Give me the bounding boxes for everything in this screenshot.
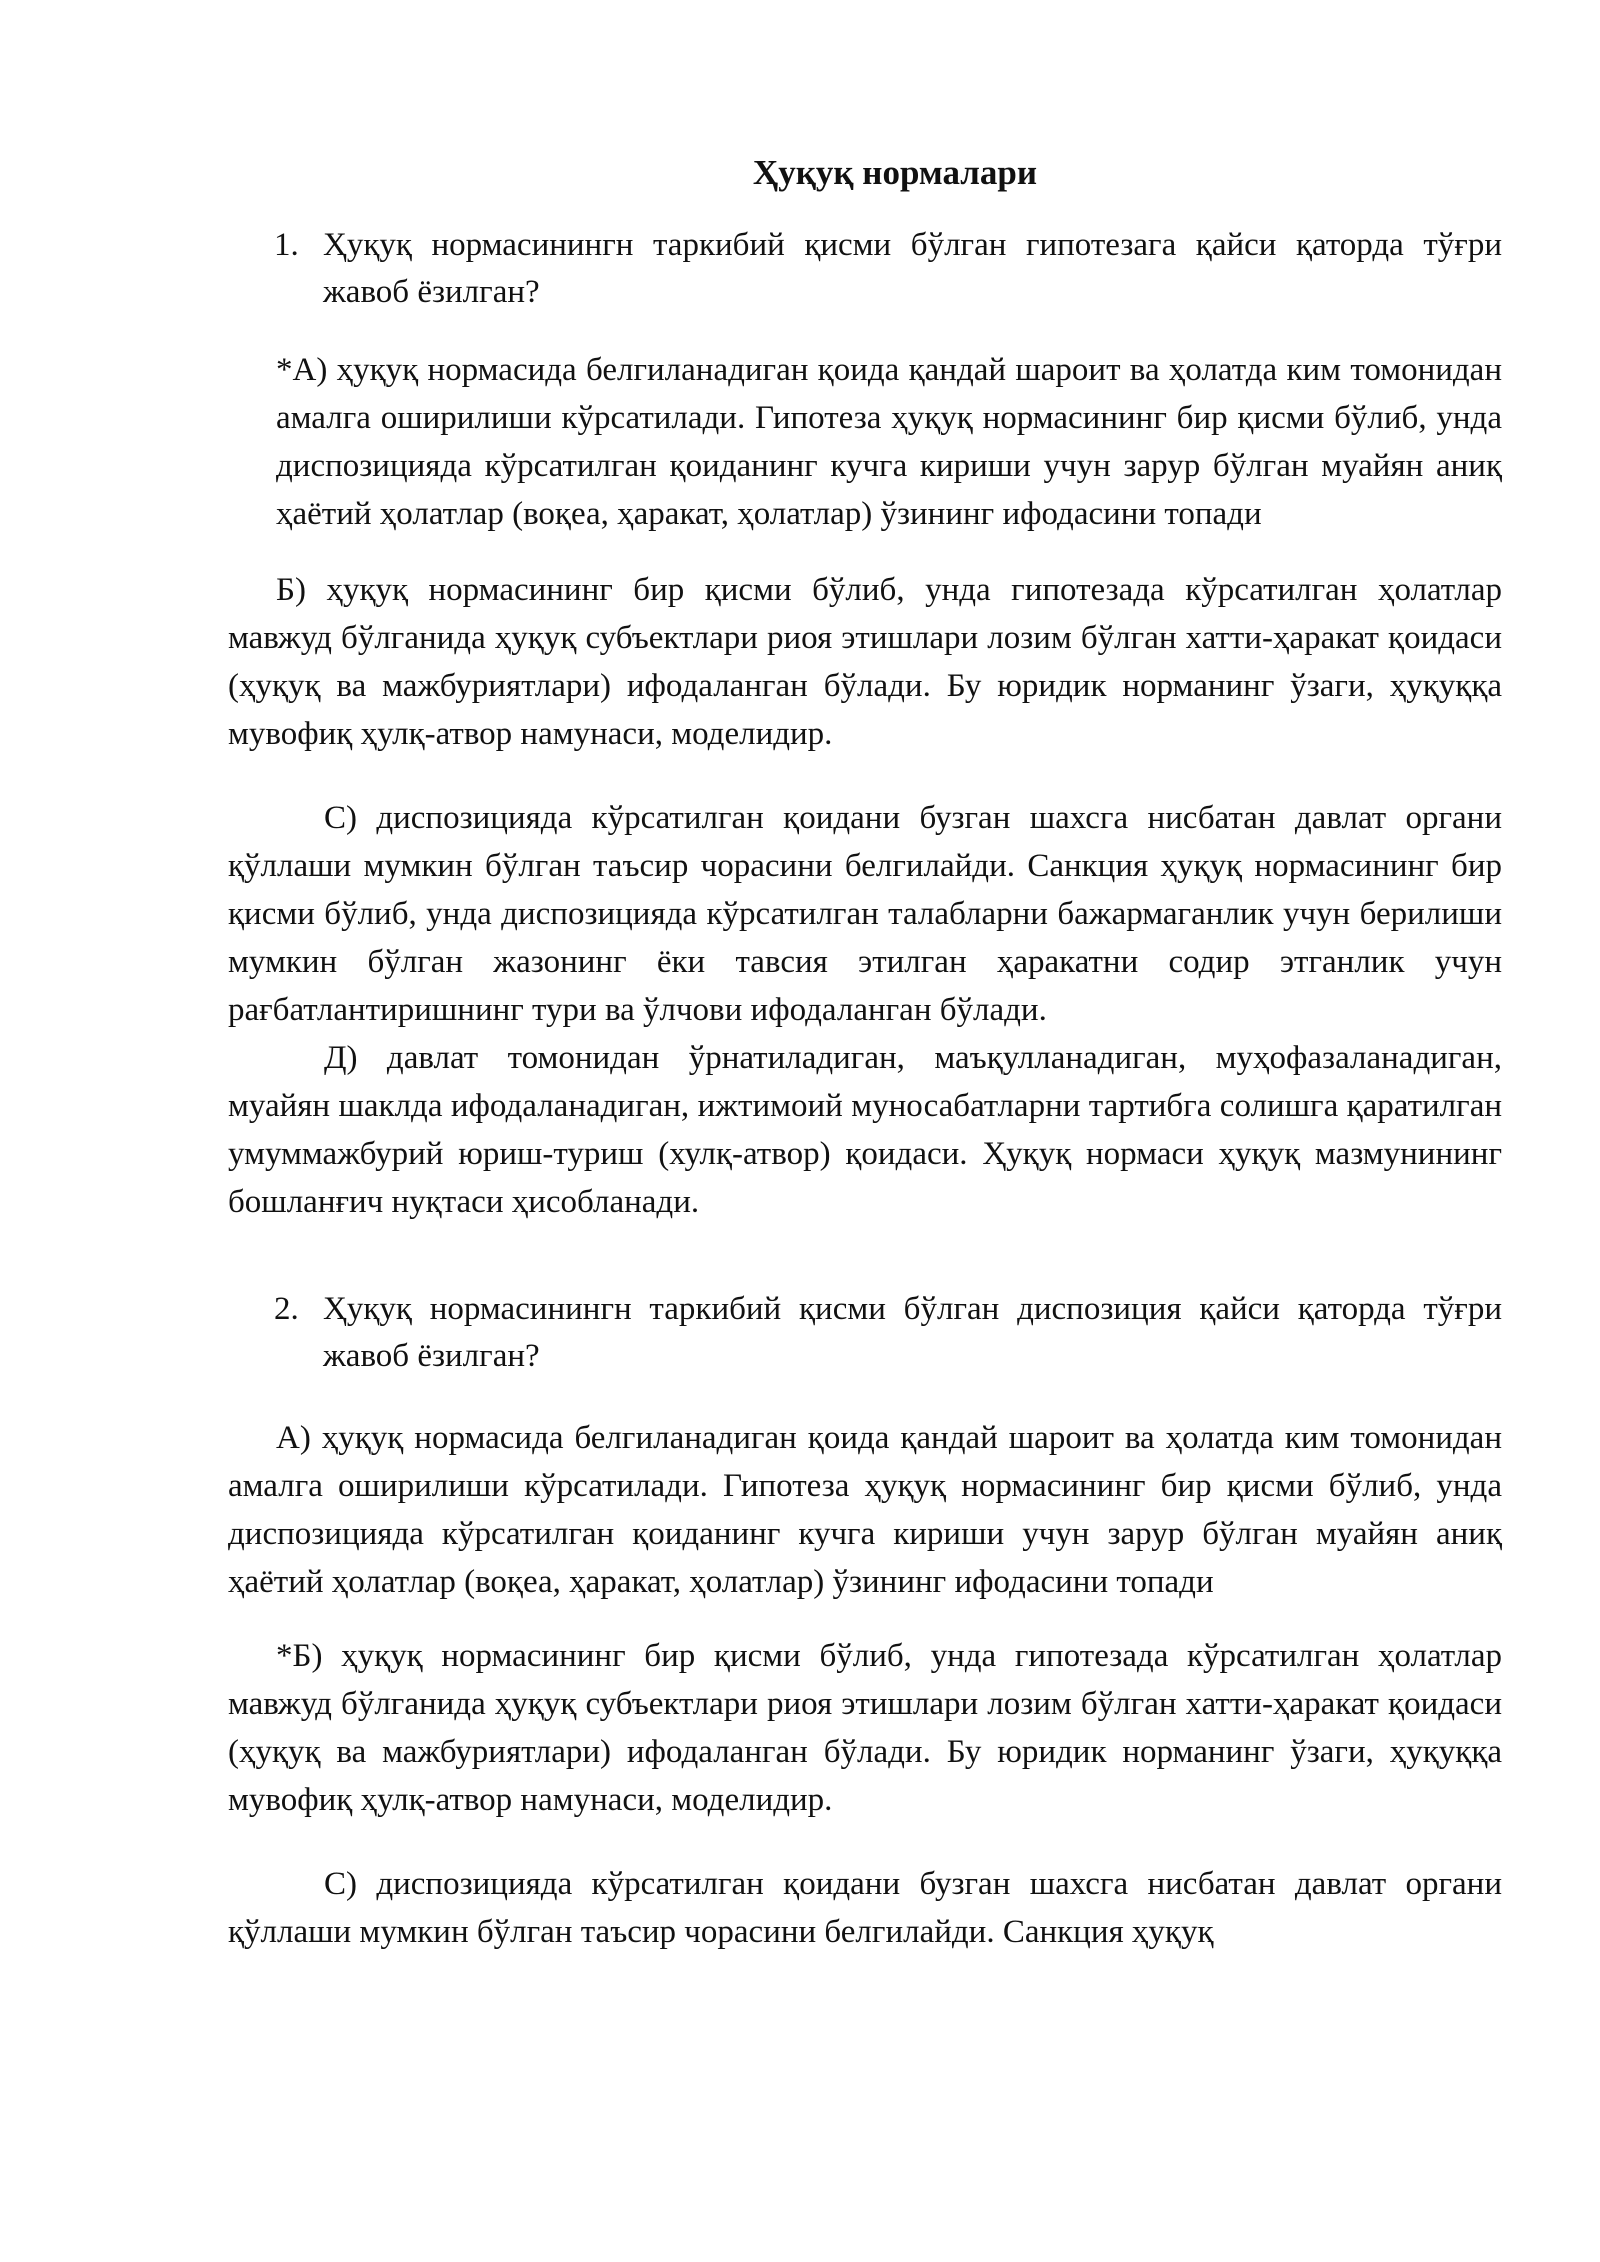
answer-option-d: Д) давлат томонидан ўрнатиладиган, маъқулланадиган, муҳофазаланадиган, муайян шаклда ифодаланадиган, ижтимоий муносабатларни тартибга солишга қаратилган умуммажбурий юриш-туриш (хулқ-атвор) қоидаси. Ҳуқуқ нормаси ҳуқуқ мазмунининг бошланғич нуқтаси ҳисобланади. (228, 1040, 1502, 1220)
question-text: Ҳуқуқ нормасинингн таркибий қисми бўлган гипотезага қайси қаторда тўғри жавоб ёзилган? (323, 227, 1502, 310)
question-number: 2. (274, 1291, 299, 1327)
question-number: 1. (274, 227, 299, 263)
answer-option-a: *А) ҳуқуқ нормасида белгиланадиган қоида қандай шароит ва ҳолатда ким томонидан амалга оширилиши кўрсатилади. Гипотеза ҳуқуқ нормасининг бир қисми бўлиб, унда диспозицияда кўрсатилган қоиданинг кучга кириши учун зарур бўлган муайян аниқ ҳаётий ҳолатлар (воқеа, ҳаракат, ҳолатлар) ўзининг ифодасини топади (276, 352, 1502, 532)
question-2 (228, 1286, 1502, 1380)
page-title: Ҳуқуқ нормалари (752, 153, 1038, 192)
answer-option-c: С) диспозицияда кўрсатилган қоидани бузган шахсга нисбатан давлат органи қўллаши мумкин бўлган таъсир чорасини белгилайди. Санкция ҳуқуқ нормасининг бир қисми бўлиб, унда диспозицияда кўрсатилган талабларни бажармаганлик учун берилиши мумкин бўлган жазонинг ёки тавсия этилган ҳаракатни содир этганлик учун рағбатлантиришнинг тури ва ўлчови ифодаланган бўлади. (228, 800, 1502, 1028)
answer-option-c: С) диспозицияда кўрсатилган қоидани бузган шахсга нисбатан давлат органи қўллаши мумкин бўлган таъсир чорасини белгилайди. Санкция ҳуқуқ (228, 1866, 1502, 1950)
question-1 (228, 222, 1502, 316)
question-text: Ҳуқуқ нормасинингн таркибий қисми бўлган диспозиция қайси қаторда тўғри жавоб ёзилган? (323, 1291, 1502, 1374)
answer-option-b: *Б) ҳуқуқ нормасининг бир қисми бўлиб, унда гипотезада кўрсатилган ҳолатлар мавжуд бўлганида ҳуқуқ субъектлари риоя этишлари лозим бўлган хатти-ҳаракат қоидаси (ҳуқуқ ва мажбуриятлари) ифодаланган бўлади. Бу юридик норманинг ўзаги, ҳуқуққа мувофиқ ҳулқ-атвор намунаси, моделидир. (228, 1638, 1502, 1818)
answer-option-a: А) ҳуқуқ нормасида белгиланадиган қоида қандай шароит ва ҳолатда ким томонидан амалга оширилиши кўрсатилади. Гипотеза ҳуқуқ нормасининг бир қисми бўлиб, унда диспозицияда кўрсатилган қоиданинг кучга кириши учун зарур бўлган муайян аниқ ҳаётий ҳолатлар (воқеа, ҳаракат, ҳолатлар) ўзининг ифодасини топади (228, 1420, 1502, 1600)
answer-option-b: Б) ҳуқуқ нормасининг бир қисми бўлиб, унда гипотезада кўрсатилган ҳолатлар мавжуд бўлганида ҳуқуқ субъектлари риоя этишлари лозим бўлган хатти-ҳаракат қоидаси (ҳуқуқ ва мажбуриятлари) ифодаланган бўлади. Бу юридик норманинг ўзаги, ҳуқуққа мувофиқ ҳулқ-атвор намунаси, моделидир. (228, 572, 1502, 752)
